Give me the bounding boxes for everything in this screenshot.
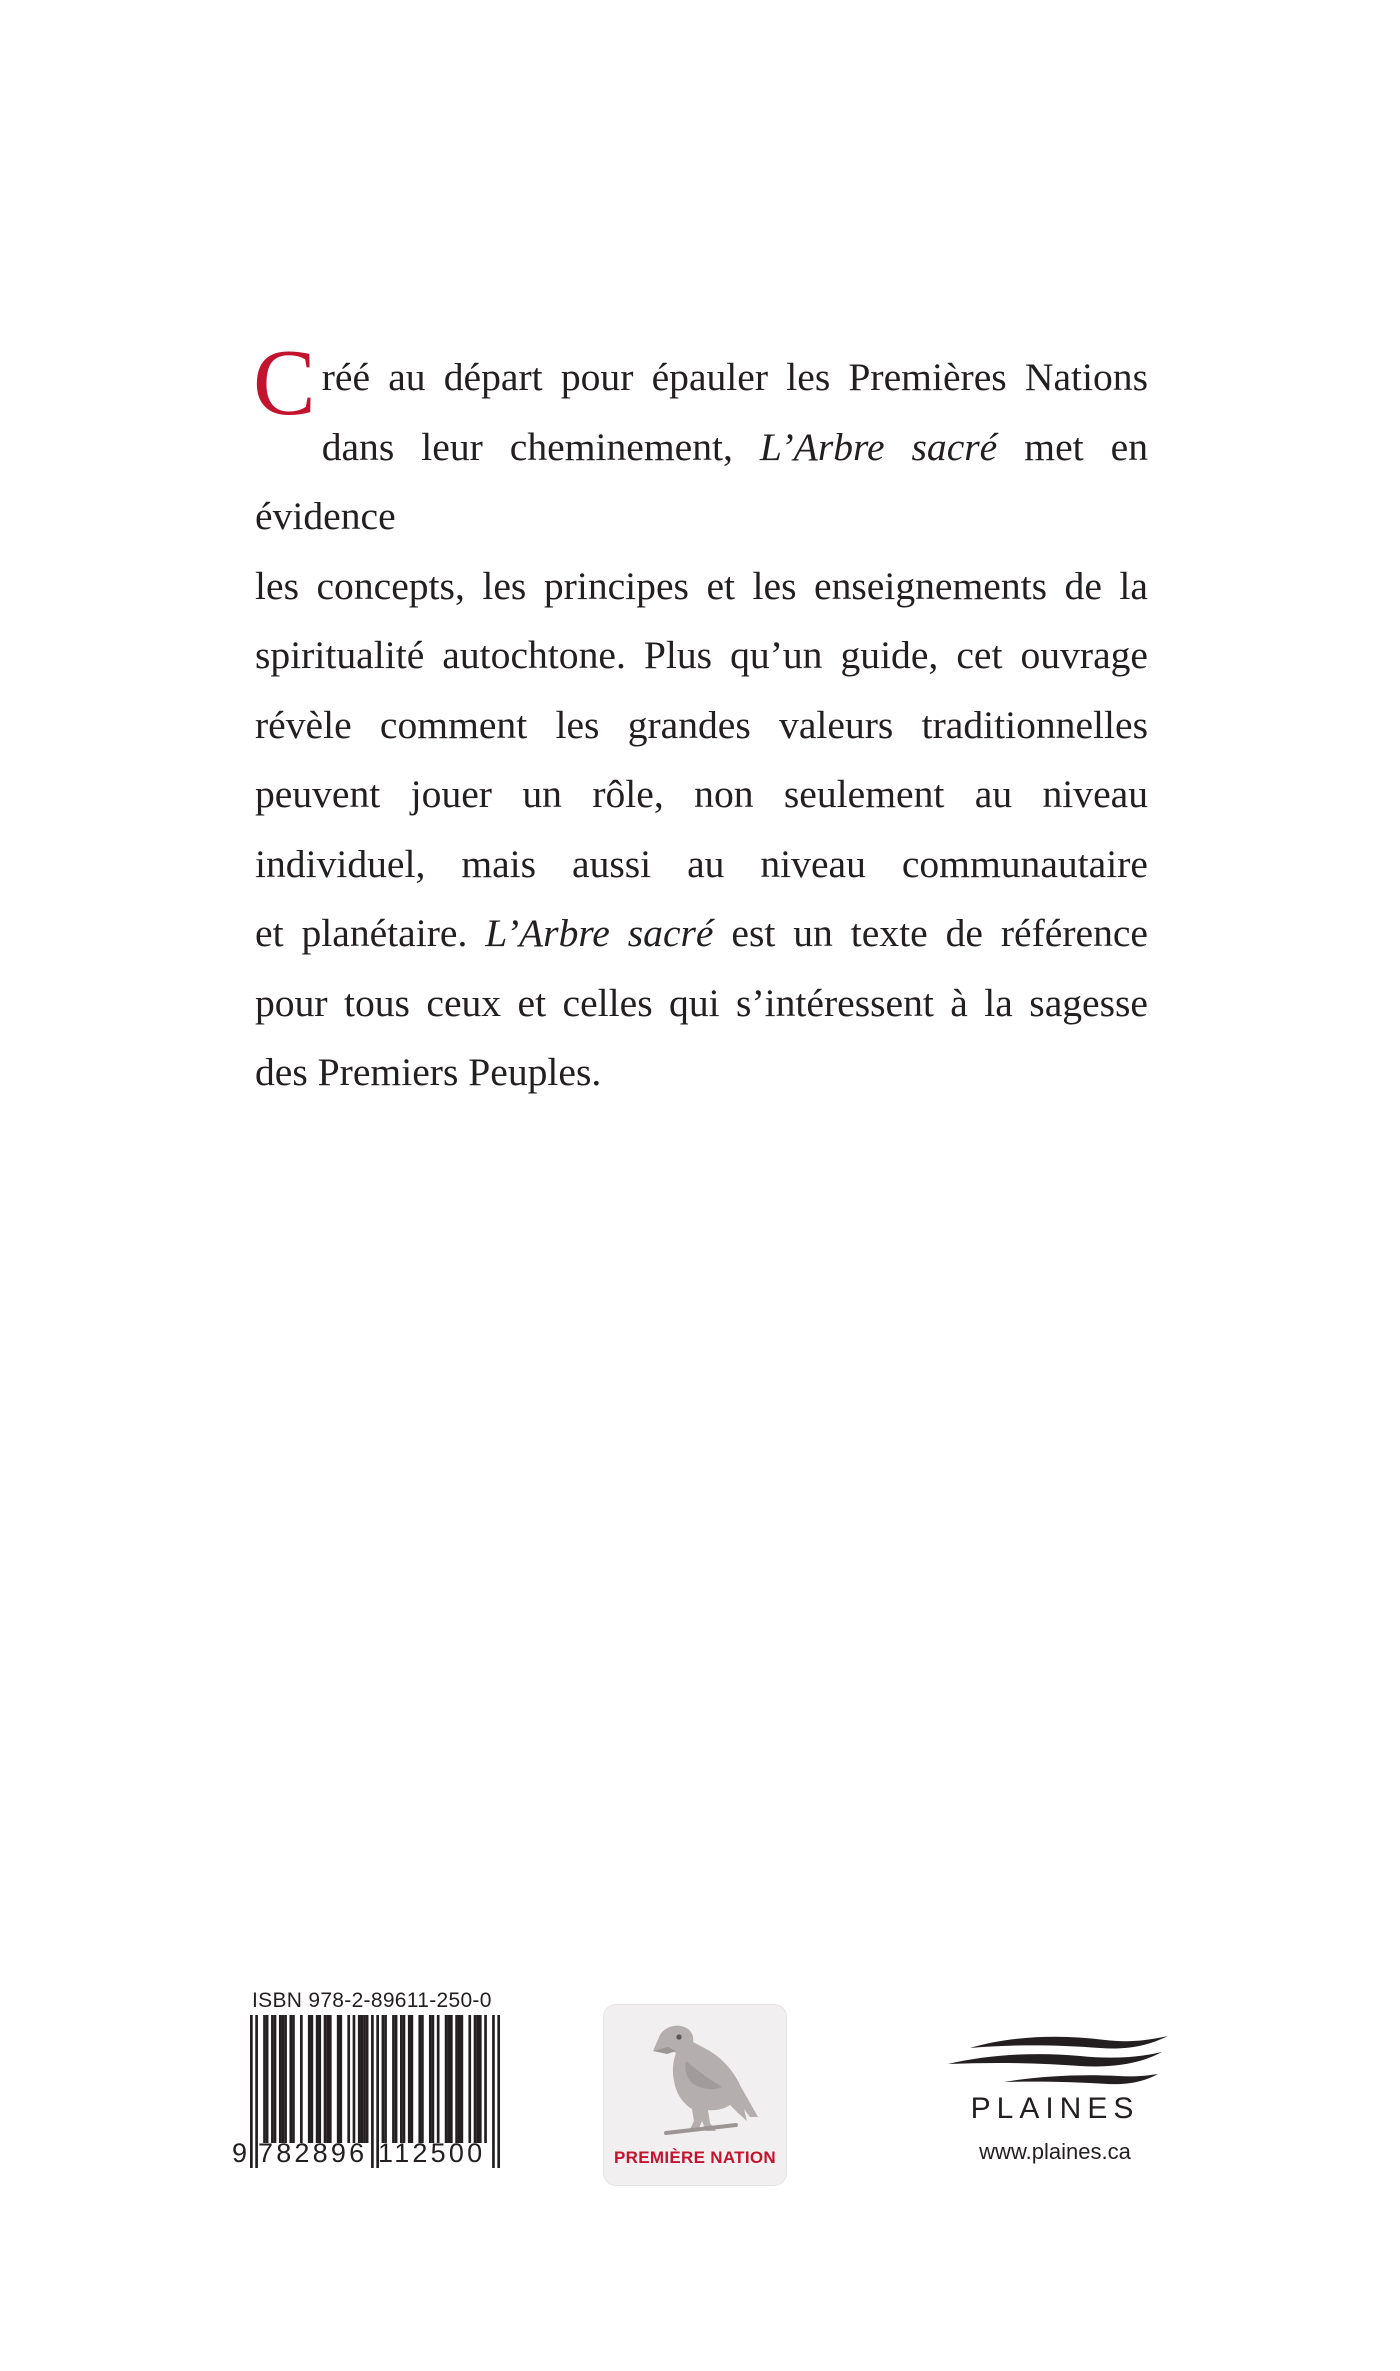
barcode-bar (266, 2015, 269, 2143)
barcode-bar (284, 2015, 287, 2143)
blurb-line (255, 1038, 1148, 1108)
barcode-bar (329, 2015, 332, 2143)
barcode-bar (455, 2015, 458, 2143)
barcode-bar (358, 2015, 361, 2143)
barcode-bar (353, 2015, 356, 2143)
barcode-bar (263, 2015, 266, 2143)
barcode-bar (432, 2015, 435, 2143)
blurb-line (255, 552, 1148, 622)
blurb-text: met en évidence (255, 424, 1148, 538)
barcode-bar (339, 2015, 342, 2143)
drop-cap: C (253, 331, 316, 435)
barcode-bar (289, 2015, 292, 2143)
barcode-bar (461, 2015, 464, 2143)
blurb-text: révèle comment les grandes valeurs traditionnelles (255, 702, 1148, 747)
barcode-bar (384, 2015, 387, 2143)
blurb-line (255, 969, 1148, 1039)
barcode-bar (292, 2015, 295, 2143)
barcode-digit-group-right: 112500 (378, 2138, 486, 2168)
barcode-bar (468, 2015, 471, 2143)
blurb-line (255, 899, 1148, 969)
barcode-bar (347, 2015, 350, 2143)
publisher-logo (940, 2030, 1170, 2180)
publisher-url[interactable]: www.plaines.ca (979, 2139, 1131, 2164)
barcode-bar (450, 2015, 453, 2143)
barcode-bar (324, 2015, 327, 2143)
barcode-bar (400, 2015, 403, 2143)
barcode-bar (308, 2015, 311, 2143)
barcode-digit-group-left: 782896 (258, 2138, 368, 2168)
barcode-bar (437, 2015, 440, 2143)
barcode-bar (361, 2015, 364, 2143)
barcode-bar (363, 2015, 366, 2143)
barcode-bar (318, 2015, 321, 2143)
barcode-bar (300, 2015, 303, 2143)
blurb-line (255, 760, 1148, 830)
barcode-bar (421, 2015, 424, 2143)
barcode-digit-prefix: 9 (232, 2138, 248, 2168)
blurb-text: dans leur cheminement, (321, 424, 760, 469)
blurb-line (255, 830, 1148, 900)
isbn-label: ISBN 978-2-89611-250-0 (252, 1989, 492, 2012)
blurb-text: des Premiers Peuples. (255, 1050, 602, 1094)
barcode-bar (429, 2015, 432, 2143)
barcode-bar (382, 2015, 385, 2143)
blurb-text: individuel, mais aussi au niveau communautaire (255, 841, 1148, 886)
blurb-text: et planétaire. (255, 911, 486, 955)
barcode-bar (479, 2015, 482, 2143)
barcode-bar (326, 2015, 329, 2143)
barcode-bar (408, 2015, 411, 2143)
book-title-italic: L’Arbre sacré (759, 424, 998, 469)
barcode-digits (232, 2138, 502, 2178)
publisher-name: PLAINES (970, 2092, 1140, 2125)
premiere-nation-badge (604, 2005, 786, 2185)
barcode-bar (458, 2015, 461, 2143)
badge-label: PREMIÈRE NATION (614, 2148, 776, 2167)
barcode-bar (403, 2015, 406, 2143)
barcode-bar (445, 2015, 448, 2143)
blurb-text: spiritualité autochtone. Plus qu’un guide, cet ouvrage (255, 633, 1148, 677)
blurb-text: les concepts, les principes et les enseignements de la (255, 563, 1148, 608)
barcode-bar (474, 2015, 477, 2143)
barcode-bar (311, 2015, 314, 2143)
blurb-text: est un texte de référence (713, 911, 1148, 955)
book-title-italic: L’Arbre sacré (485, 911, 714, 955)
barcode-bar (476, 2015, 479, 2143)
barcode-bar (279, 2015, 282, 2143)
waves-logo-icon (940, 2030, 1170, 2088)
blurb-text: pour tous ceux et celles qui s’intéressent à la sagesse (255, 980, 1148, 1025)
barcode-bar (447, 2015, 450, 2143)
barcode-bar (395, 2015, 398, 2143)
barcode-bar (392, 2015, 395, 2143)
blurb-line (255, 621, 1148, 691)
blurb-line (255, 691, 1148, 761)
barcode-bar (271, 2015, 274, 2143)
barcode-bar (411, 2015, 414, 2143)
blurb-line (253, 331, 1148, 435)
blurb-text: peuvent jouer un rôle, non seulement au niveau (255, 772, 1148, 816)
raven-icon (626, 2013, 766, 2143)
barcode-bar (366, 2015, 369, 2143)
blurb-text: réé au départ pour épauler les Premières Nations (321, 355, 1148, 399)
barcode-bar (282, 2015, 285, 2143)
barcode-bar (274, 2015, 277, 2143)
barcode-bar (316, 2015, 319, 2143)
blurb-line (255, 413, 1148, 552)
barcode-bar (418, 2015, 421, 2143)
barcode-bar (484, 2015, 487, 2143)
back-cover-blurb (253, 331, 1148, 1108)
barcode-bar (337, 2015, 340, 2143)
